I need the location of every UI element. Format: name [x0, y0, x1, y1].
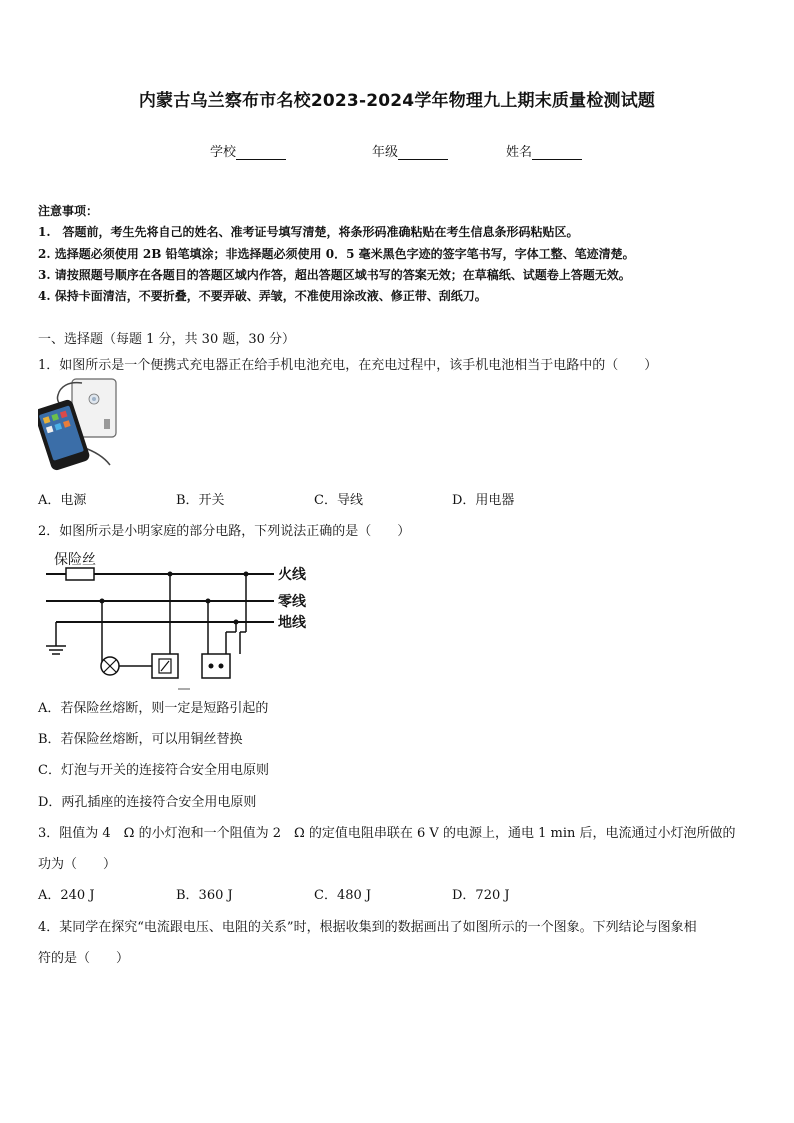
q3-option: B．360 J	[176, 888, 233, 903]
switch-symbol	[152, 654, 178, 678]
lamp-symbol	[101, 657, 119, 675]
name-label: 姓名	[506, 145, 533, 160]
q1-option: D．用电器	[452, 493, 515, 508]
grade-field	[372, 141, 448, 160]
charger-phone-figure	[38, 377, 120, 481]
q3-stem-line2: 功为（ ）	[38, 857, 117, 872]
q4-stem-line2: 符的是（ ）	[38, 951, 130, 966]
q1-option: B．开关	[176, 493, 225, 508]
q1-option: C．导线	[314, 493, 363, 508]
note-item: 2. 选择题必须使用 2B 铅笔填涂；非选择题必须使用 0．5 毫米黑色字迹的签字笔书写，字体工整、笔迹清楚。	[38, 247, 635, 261]
q2-option: D．两孔插座的连接符合安全用电原则	[38, 795, 257, 810]
q1-option: A．电源	[38, 493, 87, 508]
q2-option: A．若保险丝熔断，则一定是短路引起的	[38, 701, 269, 716]
live-wire-label	[278, 566, 307, 583]
note-item: 1. 答题前，考生先将自己的姓名、准考证号填写清楚，将条形码准确粘贴在考生信息条形码粘贴区。	[38, 225, 579, 239]
school-field	[210, 141, 286, 160]
q3-option: A．240 J	[38, 888, 95, 903]
notes-heading: 注意事项：	[38, 204, 99, 218]
school-label: 学校	[210, 145, 237, 160]
q3-stem-line1: 3．阻值为 4 Ω 的小灯泡和一个阻值为 2 Ω 的定值电阻串联在 6 V 的电源上，通电 1 min 后，电流通过小灯泡所做的	[38, 826, 736, 841]
neutral-wire-label	[278, 593, 307, 610]
q1-stem: 1．如图所示是一个便携式充电器正在给手机电池充电，在充电过程中，该手机电池相当于电路中的（ ）	[38, 358, 658, 373]
svg-text:零线: 零线	[278, 594, 306, 610]
household-circuit-diagram	[40, 546, 330, 692]
q3-option: D．720 J	[452, 888, 510, 903]
note-item: 3. 请按照题号顺序在各题目的答题区域内作答，超出答题区域书写的答案无效；在草稿纸、试题卷上答题无效。	[38, 268, 631, 282]
q2-stem: 2．如图所示是小明家庭的部分电路，下列说法正确的是（ ）	[38, 524, 411, 539]
fuse-symbol	[66, 568, 94, 580]
school-blank	[236, 147, 286, 160]
q3-option: C．480 J	[314, 888, 372, 903]
q2-option: B．若保险丝熔断，可以用铜丝替换	[38, 732, 243, 747]
grade-blank	[398, 147, 448, 160]
name-field	[506, 141, 582, 160]
q2-option: C．灯泡与开关的连接符合安全用电原则	[38, 763, 269, 778]
section-heading: 一、选择题（每题 1 分，共 30 题，30 分）	[38, 332, 296, 347]
note-item: 4. 保持卡面清洁，不要折叠，不要弄破、弄皱，不准使用涂改液、修正带、刮纸刀。	[38, 289, 487, 303]
grade-label: 年级	[372, 145, 399, 160]
name-blank	[532, 147, 582, 160]
q4-stem-line1: 4．某同学在探究“电流跟电压、电阻的关系”时，根据收集到的数据画出了如图所示的一个图象。下列结论与图象相	[38, 920, 697, 935]
svg-text:地线: 地线	[278, 615, 306, 631]
fuse-label	[54, 552, 96, 568]
svg-text:火线: 火线	[278, 567, 306, 583]
ground-wire-label	[278, 614, 307, 631]
two-hole-socket-symbol	[202, 654, 230, 678]
svg-text:保险丝: 保险丝	[54, 552, 96, 568]
page-title: 内蒙古乌兰察布市名校2023-2024学年物理九上期末质量检测试题	[138, 91, 656, 111]
